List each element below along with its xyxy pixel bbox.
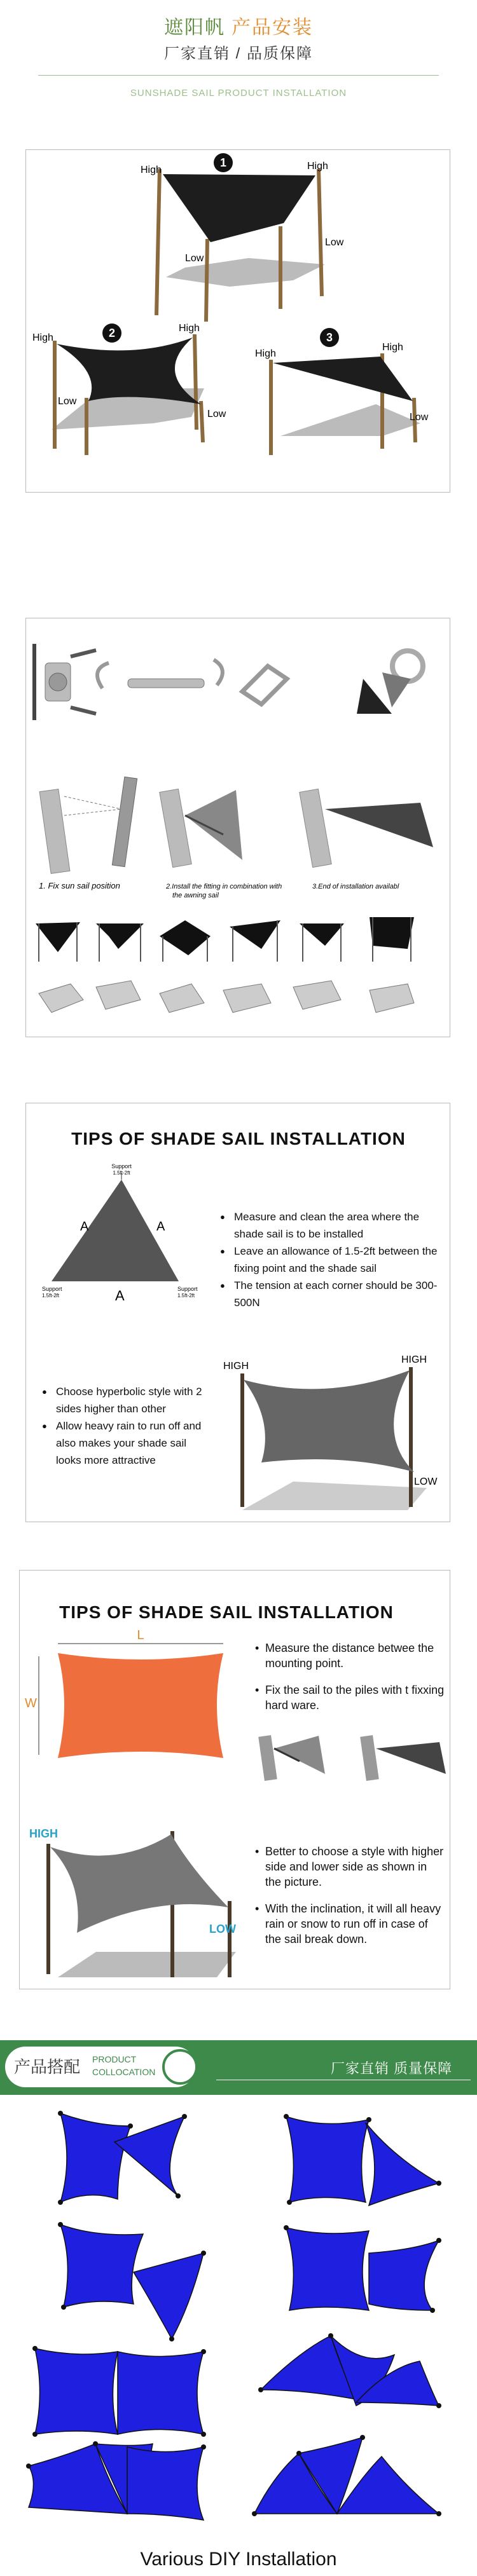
tip-hyperbolic: ● Choose hyperbolic style with 2 sides higher than other [42, 1383, 207, 1417]
svg-text:W: W [25, 1696, 37, 1710]
svg-text:LOW: LOW [209, 1923, 236, 1935]
svg-text:Low: Low [410, 412, 429, 423]
svg-text:Low: Low [207, 409, 226, 419]
tip-high-low-style: • Better to choose a style with higher side and lower side as shown in the picture. [255, 1844, 446, 1890]
svg-text:A: A [156, 1220, 165, 1234]
svg-text:1.5ft-2ft: 1.5ft-2ft [113, 1170, 130, 1176]
fittings-panel [25, 618, 450, 1037]
banner-title: 产品搭配 [14, 2057, 81, 2076]
svg-text:Low: Low [58, 396, 77, 407]
triangle-diagram [26, 1161, 230, 1307]
page-subtitle: 厂家直销 / 品质保障 [163, 45, 313, 62]
svg-text:HIGH: HIGH [29, 1827, 58, 1840]
step-2-caption-line2: the awning sail [172, 892, 219, 899]
svg-text:LOW: LOW [414, 1476, 438, 1487]
tips-bullets-left [42, 1383, 207, 1469]
banner-english [92, 2053, 155, 2078]
svg-text:1.5ft-2ft: 1.5ft-2ft [177, 1293, 195, 1298]
tip-rain-run-off: ● Allow heavy rain to run off and also makes your shade sail looks more attractive [42, 1417, 207, 1469]
svg-text:High: High [307, 161, 328, 172]
svg-text:Support: Support [177, 1286, 198, 1292]
hardware-row [32, 644, 423, 720]
high-low-sail-diagram [26, 1806, 255, 1984]
svg-text:A: A [115, 1288, 125, 1304]
tips-bullets-bottom [255, 1844, 446, 1958]
svg-text:HIGH: HIGH [401, 1354, 427, 1365]
svg-text:HIGH: HIGH [223, 1361, 249, 1372]
style-3-diagram [271, 353, 420, 455]
tips-title: TIPS OF SHADE SAIL INSTALLATION [71, 1129, 406, 1148]
svg-text:2.Install the fitting in combi [165, 883, 284, 899]
svg-text:High: High [32, 332, 53, 343]
tips-title-2: TIPS OF SHADE SAIL INSTALLATION [59, 1602, 394, 1622]
header-divider [38, 75, 439, 76]
tips-panel-2 [19, 1570, 450, 1989]
page-title [0, 11, 477, 39]
tip-inclination: • With the inclination, it will all heavy rain or snow to run off in case of the sail break down. [255, 1901, 446, 1947]
sail-styles-row [36, 917, 414, 955]
svg-text:High: High [255, 348, 276, 359]
svg-text:1. Fix sun sail position: 1. Fix sun sail position [39, 881, 120, 890]
installation-styles-panel [25, 149, 450, 493]
banner-circle-icon [162, 2049, 198, 2085]
svg-text:3.End of installation availabl: 3.End of installation availabl [312, 883, 399, 890]
fittings-illustration [26, 618, 451, 1038]
tips-bullets-right [220, 1208, 449, 1311]
hyperbolic-sail-diagram [217, 1351, 446, 1510]
svg-text:3: 3 [326, 331, 333, 344]
svg-text:High: High [382, 342, 403, 353]
svg-text:Low: Low [325, 237, 344, 248]
style-2-diagram [52, 334, 204, 455]
title-product: 遮阳帆 [164, 17, 225, 38]
svg-text:2: 2 [108, 327, 116, 339]
tip-fix-sail: • Fix the sail to the piles with t fixxing hard ware. [255, 1682, 446, 1713]
svg-text:1: 1 [219, 156, 227, 169]
installation-styles-illustration [26, 150, 451, 493]
page-english-subtitle: SUNSHADE SAIL PRODUCT INSTALLATION [130, 88, 347, 99]
svg-text:1.5ft-2ft: 1.5ft-2ft [42, 1293, 60, 1298]
blue-sail-combos [29, 2113, 439, 2520]
banner-english-line2: COLLOCATION [92, 2067, 156, 2077]
tip-allowance: ● Leave an allowance of 1.5-2ft between the fixing point and the shade sail [220, 1243, 449, 1277]
banner-slogan: 厂家直销 质量保障 [331, 2061, 453, 2076]
svg-text:High: High [141, 165, 162, 175]
frame-styles-row [39, 981, 414, 1012]
tips-bullets-top [255, 1640, 446, 1724]
tip-measure-distance: • Measure the distance betwee the mounting point. [255, 1640, 446, 1671]
banner-english-line1: PRODUCT [92, 2054, 137, 2064]
footer-caption: Various DIY Installation [140, 2549, 337, 2570]
collocation-banner [0, 2040, 477, 2095]
tips-panel-1 [25, 1103, 450, 1522]
tip-tension: ● The tension at each corner should be 300-500N [220, 1277, 449, 1311]
svg-text:Support: Support [42, 1286, 62, 1292]
title-install: 产品安装 [232, 17, 313, 38]
rectangle-dimension-diagram [20, 1628, 249, 1793]
svg-text:Support: Support [111, 1163, 132, 1169]
svg-text:A: A [80, 1220, 89, 1234]
steps-row [39, 777, 433, 873]
fixing-hardware-diagram [255, 1723, 446, 1787]
collocation-illustration [0, 2101, 477, 2545]
svg-text:Low: Low [185, 253, 204, 264]
tip-measure: ● Measure and clean the area where the shade sail is to be installed [220, 1208, 449, 1243]
style-1-diagram [150, 169, 325, 322]
step-2-caption-line1: 2.Install the fitting in combination with [166, 883, 282, 890]
svg-text:High: High [179, 323, 200, 334]
svg-text:L: L [137, 1628, 144, 1642]
